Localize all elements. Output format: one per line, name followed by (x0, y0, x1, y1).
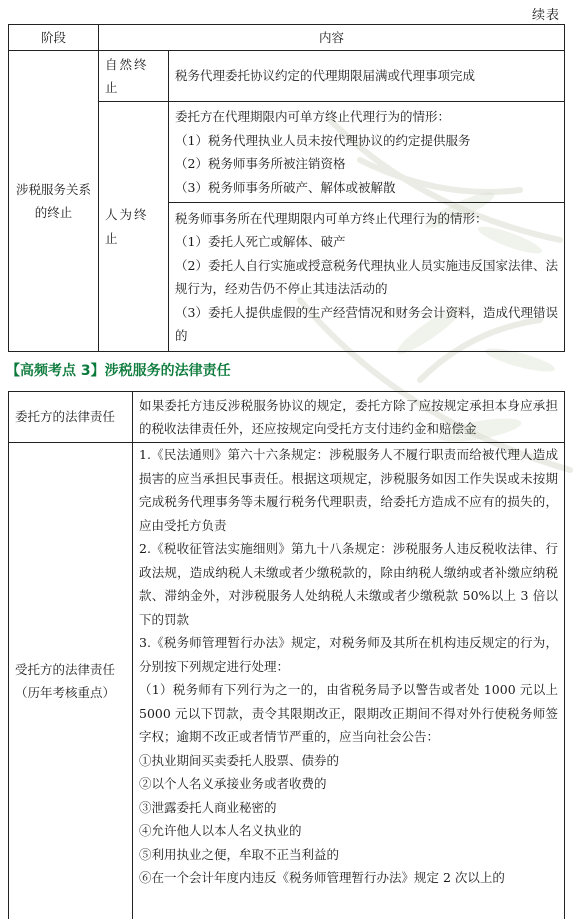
termination-table (8, 24, 565, 352)
content-line: 如果委托方违反涉税服务协议的规定，委托方除了应按规定承担本身应承担的税收法律责任外，还应按规定向受托方支付违约金和赔偿金 (139, 397, 558, 436)
content-line: 税务代理委托协议约定的代理期限届满或代理事项完成 (175, 68, 476, 84)
content-line: ④允许他人以本人名义执业的 (139, 823, 302, 838)
table-row (9, 51, 565, 102)
content-line: （3）委托人提供虚假的生产经营情况和财务会计资料，造成代理错误的 (175, 304, 558, 343)
content-line: ①执业期间买卖委托人股票、债券的 (139, 752, 340, 768)
content-line: （1）税务师有下列行为之一的，由省税务局予以警告或者处 1000 元以上 5000 元以下罚款，责令其限期改正，限期改正期间不得对外行使税务师签字权；逾期不改正或者情节严重的，应当向社会公告： (139, 682, 558, 744)
type-cell: 自然终止 (99, 51, 169, 102)
content-line: ②以个人名义承接业务或者收费的 (139, 776, 327, 791)
content-line: ③泄露委托人商业秘密的 (139, 799, 277, 815)
content-line: （1）委托人死亡或解体、破产 (175, 234, 346, 249)
continuation-label: 续表 (531, 8, 560, 23)
table-row (9, 443, 565, 920)
content-line: 委托方在代理期限内可单方终止代理行为的情形： (175, 109, 451, 124)
content-line: （2）税务师事务所被注销资格 (175, 156, 346, 171)
liability-label-cell: 受托方的法律责任（历年考核重点） (9, 443, 133, 920)
type-cell: 人为终止 (99, 102, 169, 352)
table-header-row (9, 25, 565, 51)
content-cell (169, 102, 565, 203)
content-cell (169, 203, 565, 352)
table-row (9, 392, 565, 443)
stage-cell: 涉税服务关系的终止 (9, 51, 99, 352)
header-stage: 阶段 (9, 25, 99, 51)
content-line: （2）委托人自行实施或授意税务代理执业人员实施违反国家法律、法规行为，经劝告仍不停止其违法活动的 (175, 257, 558, 296)
content-line: （1）税务代理执业人员未按代理协议的约定提供服务 (175, 132, 471, 148)
header-content: 内容 (99, 25, 565, 51)
content-cell (169, 51, 565, 102)
content-line: 税务师事务所在代理期限内可单方终止代理行为的情形： (175, 210, 488, 226)
liability-content-cell (133, 443, 565, 920)
section-title: 【高频考点 3】涉税服务的法律责任 (6, 363, 231, 379)
content-line: 1.《民法通则》第六十六条规定：涉税服务人不履行职责而给被代理人造成损害的应当承担民事责任。根据这项规定，涉税服务如因工作失误或未按期完成税务代理事务等未履行税务代理职责，给委托方造成不应有的损失的，应由受托方负责 (139, 447, 558, 533)
liability-content-cell (133, 392, 565, 443)
content-line: ⑥在一个会计年度内违反《税务师管理暂行办法》规定 2 次以上的 (139, 870, 505, 885)
content-line: 3.《税务师管理暂行办法》规定，对税务师及其所在机构违反规定的行为，分别按下列规定进行处理： (139, 635, 558, 674)
content-line: 2.《税收征管法实施细则》第九十八条规定：涉税服务人违反税收法律、行政法规，造成纳税人未缴或者少缴税款的，除由纳税人缴纳或者补缴应纳税款、滞纳金外，对涉税服务人处纳税人未缴或者少缴税款 50%以上 3 倍以下的罚款 (139, 541, 558, 627)
content-line: （3）税务师事务所破产、解体或被解散 (175, 179, 396, 195)
legal-liability-table (8, 391, 565, 919)
liability-label-cell: 委托方的法律责任 (9, 392, 133, 443)
content-line: ⑤利用执业之便，牟取不正当利益的 (139, 846, 340, 862)
